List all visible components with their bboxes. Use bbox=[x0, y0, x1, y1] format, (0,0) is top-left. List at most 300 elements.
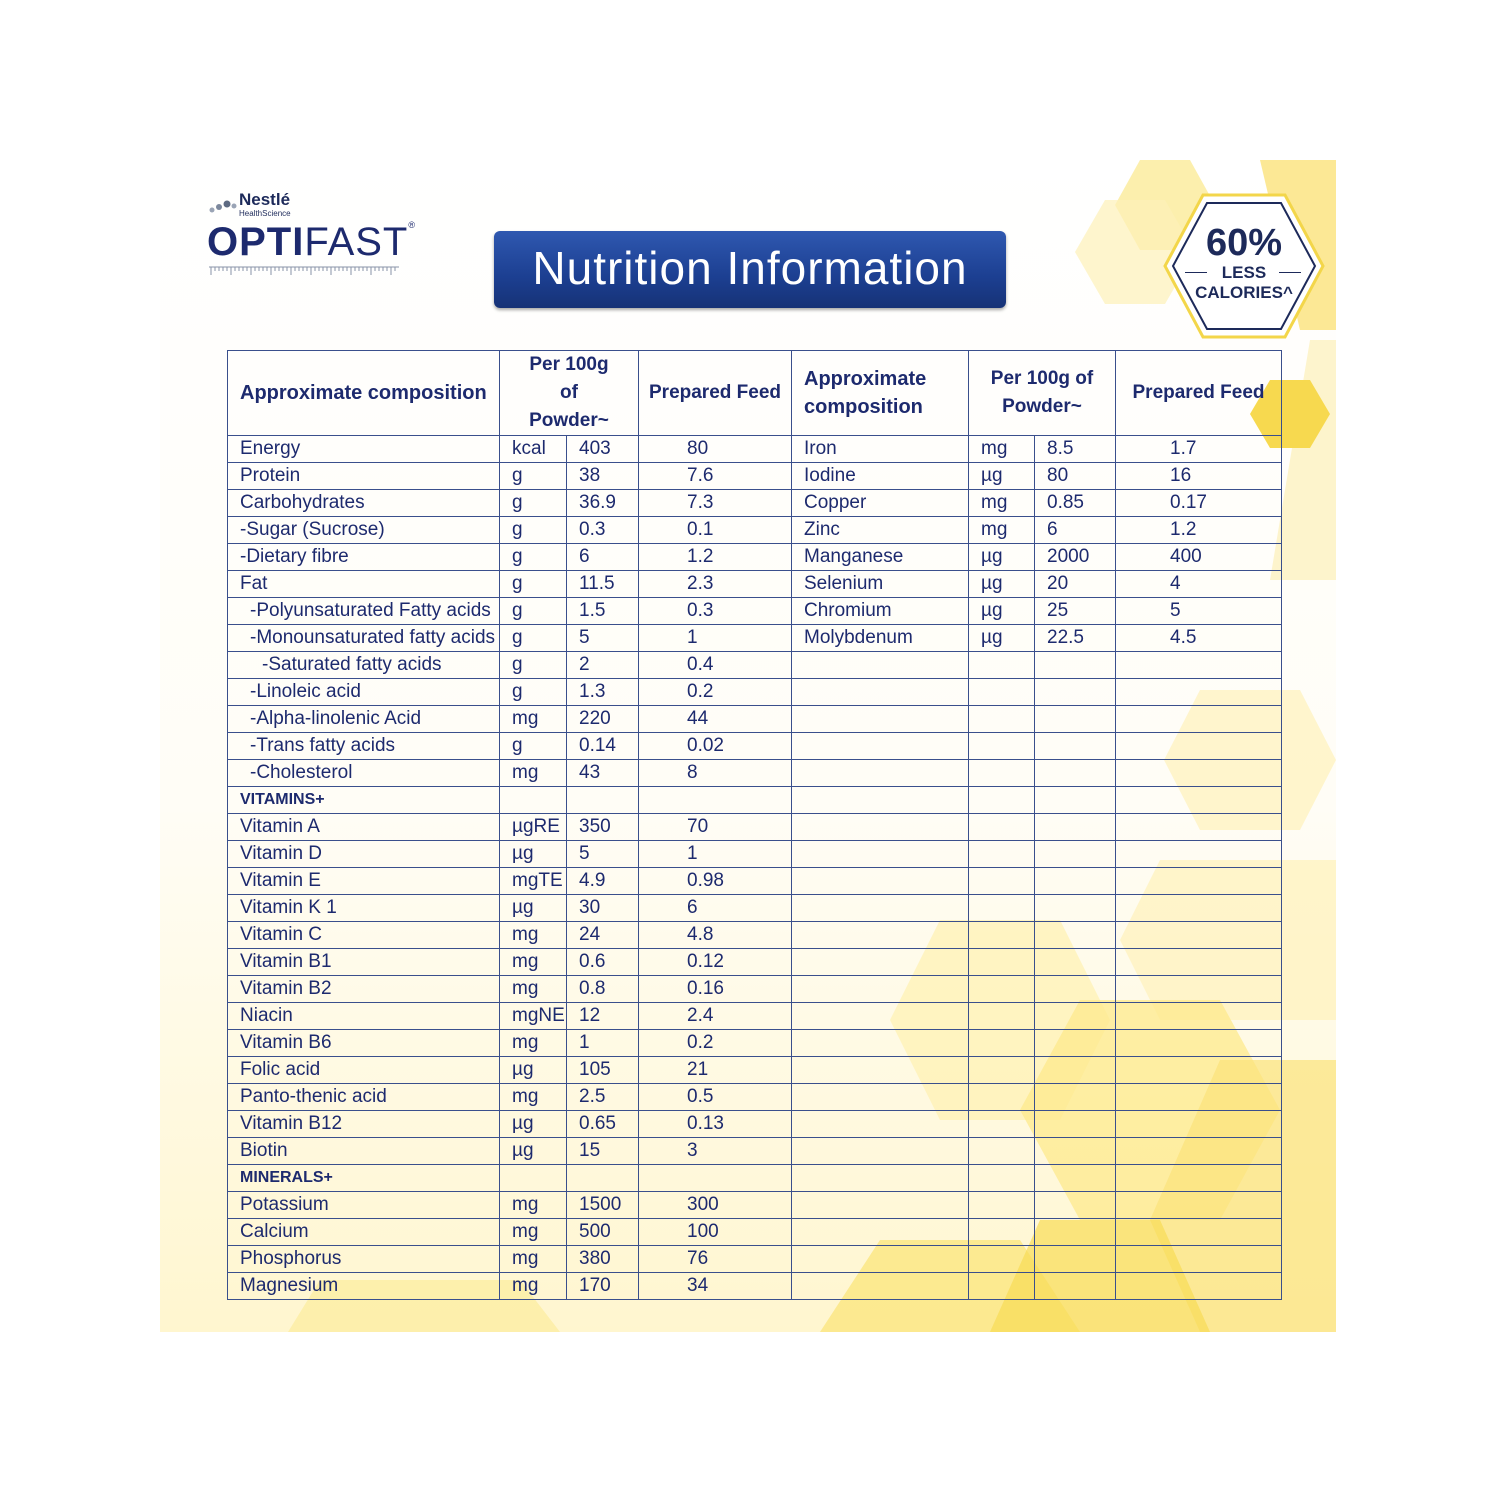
empty-cell bbox=[792, 787, 969, 814]
nutrient-unit: g bbox=[500, 544, 567, 571]
empty-cell bbox=[1035, 976, 1116, 1003]
empty-cell bbox=[1116, 1165, 1282, 1192]
per100g-value bbox=[567, 787, 639, 814]
per100g-value: 11.5 bbox=[567, 571, 639, 598]
prepared-value: 0.2 bbox=[639, 679, 792, 706]
nutrient-unit: µg bbox=[969, 544, 1035, 571]
empty-cell bbox=[969, 1246, 1035, 1273]
empty-cell bbox=[969, 1111, 1035, 1138]
nutrient-name: Iodine bbox=[792, 463, 969, 490]
prepared-value: 400 bbox=[1116, 544, 1282, 571]
empty-cell bbox=[1035, 706, 1116, 733]
per100g-value: 350 bbox=[567, 814, 639, 841]
nutrient-name: Vitamin C bbox=[228, 922, 500, 949]
prepared-value: 0.3 bbox=[639, 598, 792, 625]
nutrient-name: Folic acid bbox=[228, 1057, 500, 1084]
empty-cell bbox=[1116, 949, 1282, 976]
prepared-value: 100 bbox=[639, 1219, 792, 1246]
nutrient-name: Panto-thenic acid bbox=[228, 1084, 500, 1111]
prepared-value: 0.16 bbox=[639, 976, 792, 1003]
empty-cell bbox=[1116, 787, 1282, 814]
prepared-value: 1.2 bbox=[1116, 517, 1282, 544]
nutrient-unit: mg bbox=[500, 976, 567, 1003]
empty-cell bbox=[969, 895, 1035, 922]
nutrient-unit: µg bbox=[969, 571, 1035, 598]
optifast-logo bbox=[207, 190, 417, 280]
per100g-value: 1.3 bbox=[567, 679, 639, 706]
empty-cell bbox=[792, 841, 969, 868]
nutrient-name: Copper bbox=[792, 490, 969, 517]
empty-cell bbox=[1116, 814, 1282, 841]
prepared-value bbox=[639, 787, 792, 814]
prepared-value: 0.1 bbox=[639, 517, 792, 544]
per100g-value: 220 bbox=[567, 706, 639, 733]
table-row bbox=[228, 1246, 1282, 1273]
nutrient-unit: mg bbox=[500, 1192, 567, 1219]
nutrient-unit: g bbox=[500, 490, 567, 517]
per100g-value: 5 bbox=[567, 625, 639, 652]
empty-cell bbox=[1116, 733, 1282, 760]
registered-mark: ® bbox=[408, 220, 417, 230]
prepared-value: 21 bbox=[639, 1057, 792, 1084]
nutrient-unit: mg bbox=[500, 949, 567, 976]
empty-cell bbox=[1116, 1111, 1282, 1138]
empty-cell bbox=[969, 733, 1035, 760]
per100g-value: 403 bbox=[567, 436, 639, 463]
per100g-value: 22.5 bbox=[1035, 625, 1116, 652]
nutrient-name: Vitamin E bbox=[228, 868, 500, 895]
nutrient-unit bbox=[500, 787, 567, 814]
optifast-wordmark bbox=[207, 220, 416, 265]
table-row bbox=[228, 1084, 1282, 1111]
nutrient-unit: µg bbox=[500, 895, 567, 922]
nutrient-name: MINERALS+ bbox=[228, 1165, 500, 1192]
empty-cell bbox=[969, 652, 1035, 679]
empty-cell bbox=[792, 814, 969, 841]
prepared-value: 3 bbox=[639, 1138, 792, 1165]
prepared-value: 0.5 bbox=[639, 1084, 792, 1111]
per100g-value: 0.14 bbox=[567, 733, 639, 760]
empty-cell bbox=[1035, 787, 1116, 814]
nutrient-unit: mg bbox=[969, 436, 1035, 463]
nutrient-unit: mg bbox=[500, 706, 567, 733]
nutrient-name: Biotin bbox=[228, 1138, 500, 1165]
empty-cell bbox=[969, 841, 1035, 868]
nestle-dots-icon bbox=[207, 198, 239, 214]
table-row bbox=[228, 1003, 1282, 1030]
prepared-value: 0.98 bbox=[639, 868, 792, 895]
nutrient-unit: g bbox=[500, 652, 567, 679]
table-header-row bbox=[228, 351, 1282, 436]
nutrient-name: Molybdenum bbox=[792, 625, 969, 652]
nutrient-name: Selenium bbox=[792, 571, 969, 598]
empty-cell bbox=[1035, 1165, 1116, 1192]
empty-cell bbox=[792, 1273, 969, 1300]
empty-cell bbox=[1116, 1057, 1282, 1084]
nutrient-name: -Monounsaturated fatty acids bbox=[228, 625, 500, 652]
nutrient-unit: mg bbox=[969, 517, 1035, 544]
per100g-value: 2000 bbox=[1035, 544, 1116, 571]
nutrient-unit: µg bbox=[969, 625, 1035, 652]
per100g-value: 38 bbox=[567, 463, 639, 490]
nutrient-unit: mg bbox=[500, 1219, 567, 1246]
ruler-decoration bbox=[209, 266, 399, 276]
prepared-value: 4.5 bbox=[1116, 625, 1282, 652]
nutrient-unit: mg bbox=[500, 922, 567, 949]
per100g-value: 25 bbox=[1035, 598, 1116, 625]
empty-cell bbox=[969, 787, 1035, 814]
per100g-value: 5 bbox=[567, 841, 639, 868]
empty-cell bbox=[1035, 895, 1116, 922]
empty-cell bbox=[969, 1003, 1035, 1030]
table-row bbox=[228, 436, 1282, 463]
empty-cell bbox=[969, 868, 1035, 895]
table-row bbox=[228, 571, 1282, 598]
prepared-value: 4 bbox=[1116, 571, 1282, 598]
empty-cell bbox=[969, 922, 1035, 949]
empty-cell bbox=[792, 679, 969, 706]
nutrient-name: -Linoleic acid bbox=[228, 679, 500, 706]
table-row bbox=[228, 463, 1282, 490]
empty-cell bbox=[969, 1138, 1035, 1165]
table-row bbox=[228, 760, 1282, 787]
nutrient-name: Niacin bbox=[228, 1003, 500, 1030]
empty-cell bbox=[1035, 1246, 1116, 1273]
prepared-value: 70 bbox=[639, 814, 792, 841]
nutrient-unit: g bbox=[500, 463, 567, 490]
per100g-value: 36.9 bbox=[567, 490, 639, 517]
per100g-value: 12 bbox=[567, 1003, 639, 1030]
empty-cell bbox=[792, 1165, 969, 1192]
table-row bbox=[228, 949, 1282, 976]
nutrient-unit: mg bbox=[969, 490, 1035, 517]
table-row bbox=[228, 1057, 1282, 1084]
empty-cell bbox=[1116, 1003, 1282, 1030]
nutrient-name: -Alpha-linolenic Acid bbox=[228, 706, 500, 733]
table-row bbox=[228, 679, 1282, 706]
per100g-value: 8.5 bbox=[1035, 436, 1116, 463]
empty-cell bbox=[969, 814, 1035, 841]
empty-cell bbox=[792, 1057, 969, 1084]
empty-cell bbox=[792, 976, 969, 1003]
per100g-value: 1 bbox=[567, 1030, 639, 1057]
header-per100-right: Per 100g of Powder~ bbox=[969, 351, 1116, 436]
nutrient-unit: mgTE bbox=[500, 868, 567, 895]
per100g-value: 2 bbox=[567, 652, 639, 679]
nutrient-name: -Trans fatty acids bbox=[228, 733, 500, 760]
empty-cell bbox=[792, 1219, 969, 1246]
prepared-value: 7.6 bbox=[639, 463, 792, 490]
per100g-value: 0.3 bbox=[567, 517, 639, 544]
prepared-value: 5 bbox=[1116, 598, 1282, 625]
empty-cell bbox=[1116, 1219, 1282, 1246]
per100g-value: 43 bbox=[567, 760, 639, 787]
nutrition-information-title: Nutrition Information bbox=[494, 231, 1006, 308]
nutrient-name: Protein bbox=[228, 463, 500, 490]
nutrient-name: Zinc bbox=[792, 517, 969, 544]
prepared-value: 80 bbox=[639, 436, 792, 463]
empty-cell bbox=[969, 1057, 1035, 1084]
empty-cell bbox=[1035, 1084, 1116, 1111]
nutrient-unit bbox=[500, 1165, 567, 1192]
nutrient-name: -Sugar (Sucrose) bbox=[228, 517, 500, 544]
nutrient-name: Vitamin K 1 bbox=[228, 895, 500, 922]
nutrition-table bbox=[227, 350, 1282, 1300]
empty-cell bbox=[969, 949, 1035, 976]
empty-cell bbox=[1035, 1057, 1116, 1084]
table-row bbox=[228, 625, 1282, 652]
empty-cell bbox=[1116, 706, 1282, 733]
nutrient-name: -Saturated fatty acids bbox=[228, 652, 500, 679]
table-row bbox=[228, 1138, 1282, 1165]
nutrient-unit: µgRE bbox=[500, 814, 567, 841]
prepared-value: 1 bbox=[639, 625, 792, 652]
nutrient-unit: mg bbox=[500, 1273, 567, 1300]
table-row bbox=[228, 976, 1282, 1003]
badge-calories: CALORIES^ bbox=[1195, 283, 1293, 302]
per100g-value: 15 bbox=[567, 1138, 639, 1165]
prepared-value: 0.4 bbox=[639, 652, 792, 679]
nutrient-unit: g bbox=[500, 679, 567, 706]
nutrient-name: Energy bbox=[228, 436, 500, 463]
table-row bbox=[228, 490, 1282, 517]
empty-cell bbox=[969, 1273, 1035, 1300]
prepared-value: 0.13 bbox=[639, 1111, 792, 1138]
nutrient-unit: mg bbox=[500, 1246, 567, 1273]
per100g-value: 0.8 bbox=[567, 976, 639, 1003]
table-row bbox=[228, 1030, 1282, 1057]
header-composition-right: Approximate composition bbox=[792, 351, 969, 436]
per100g-value bbox=[567, 1165, 639, 1192]
prepared-value: 2.4 bbox=[639, 1003, 792, 1030]
nutrient-name: -Dietary fibre bbox=[228, 544, 500, 571]
empty-cell bbox=[1035, 949, 1116, 976]
empty-cell bbox=[792, 1111, 969, 1138]
per100g-value: 20 bbox=[1035, 571, 1116, 598]
table-row bbox=[228, 517, 1282, 544]
per100g-value: 0.65 bbox=[567, 1111, 639, 1138]
badge-percent: 60% bbox=[1205, 222, 1283, 264]
nutrient-unit: g bbox=[500, 598, 567, 625]
prepared-value: 44 bbox=[639, 706, 792, 733]
table-row bbox=[228, 841, 1282, 868]
prepared-value: 0.12 bbox=[639, 949, 792, 976]
empty-cell bbox=[792, 868, 969, 895]
prepared-value: 6 bbox=[639, 895, 792, 922]
nutrient-unit: µg bbox=[500, 1111, 567, 1138]
optifast-bold: OPTI bbox=[207, 220, 305, 264]
empty-cell bbox=[1116, 1084, 1282, 1111]
per100g-value: 500 bbox=[567, 1219, 639, 1246]
table-row bbox=[228, 706, 1282, 733]
empty-cell bbox=[1116, 976, 1282, 1003]
badge-less: LESS bbox=[1221, 263, 1267, 282]
empty-cell bbox=[1035, 841, 1116, 868]
per100g-value: 380 bbox=[567, 1246, 639, 1273]
nutrient-unit: kcal bbox=[500, 436, 567, 463]
nutrient-name: Manganese bbox=[792, 544, 969, 571]
nutrient-unit: g bbox=[500, 571, 567, 598]
empty-cell bbox=[1116, 1138, 1282, 1165]
empty-cell bbox=[969, 1219, 1035, 1246]
empty-cell bbox=[792, 895, 969, 922]
table-row bbox=[228, 544, 1282, 571]
empty-cell bbox=[969, 976, 1035, 1003]
table-row bbox=[228, 1219, 1282, 1246]
empty-cell bbox=[792, 1138, 969, 1165]
table-row bbox=[228, 814, 1282, 841]
empty-cell bbox=[1035, 868, 1116, 895]
nutrient-unit: µg bbox=[969, 463, 1035, 490]
per100g-value: 0.85 bbox=[1035, 490, 1116, 517]
empty-cell bbox=[969, 679, 1035, 706]
nutrient-unit: g bbox=[500, 625, 567, 652]
empty-cell bbox=[792, 1246, 969, 1273]
per100g-value: 30 bbox=[567, 895, 639, 922]
per100g-value: 170 bbox=[567, 1273, 639, 1300]
table-row bbox=[228, 1192, 1282, 1219]
empty-cell bbox=[792, 706, 969, 733]
table-row bbox=[228, 652, 1282, 679]
prepared-value: 16 bbox=[1116, 463, 1282, 490]
nutrient-unit: mg bbox=[500, 1030, 567, 1057]
nutrient-unit: mg bbox=[500, 760, 567, 787]
per100g-value: 6 bbox=[1035, 517, 1116, 544]
nutrient-unit: mg bbox=[500, 1084, 567, 1111]
prepared-value: 0.17 bbox=[1116, 490, 1282, 517]
per100g-value: 24 bbox=[567, 922, 639, 949]
prepared-value: 4.8 bbox=[639, 922, 792, 949]
table-row bbox=[228, 1273, 1282, 1300]
nutrient-name: Vitamin B12 bbox=[228, 1111, 500, 1138]
header-prepared-right: Prepared Feed bbox=[1116, 351, 1282, 436]
nutrient-name: -Polyunsaturated Fatty acids bbox=[228, 598, 500, 625]
empty-cell bbox=[1035, 1111, 1116, 1138]
empty-cell bbox=[969, 1030, 1035, 1057]
empty-cell bbox=[969, 1084, 1035, 1111]
empty-cell bbox=[1116, 1246, 1282, 1273]
nutrient-name: Fat bbox=[228, 571, 500, 598]
empty-cell bbox=[1035, 760, 1116, 787]
empty-cell bbox=[1035, 679, 1116, 706]
empty-cell bbox=[969, 760, 1035, 787]
health-science-label: HealthScience bbox=[239, 209, 291, 218]
per100g-value: 1500 bbox=[567, 1192, 639, 1219]
empty-cell bbox=[1116, 1030, 1282, 1057]
empty-cell bbox=[1116, 760, 1282, 787]
nutrient-name: Calcium bbox=[228, 1219, 500, 1246]
nutrient-unit: µg bbox=[500, 1138, 567, 1165]
empty-cell bbox=[1035, 1003, 1116, 1030]
table-row bbox=[228, 598, 1282, 625]
empty-cell bbox=[792, 1030, 969, 1057]
nutrient-name: VITAMINS+ bbox=[228, 787, 500, 814]
per100g-value: 1.5 bbox=[567, 598, 639, 625]
nutrient-name: Phosphorus bbox=[228, 1246, 500, 1273]
nutrient-name: -Cholesterol bbox=[228, 760, 500, 787]
empty-cell bbox=[792, 1003, 969, 1030]
optifast-light: FAST bbox=[304, 220, 409, 264]
empty-cell bbox=[1116, 895, 1282, 922]
nutrient-name: Carbohydrates bbox=[228, 490, 500, 517]
empty-cell bbox=[1035, 814, 1116, 841]
empty-cell bbox=[1035, 1192, 1116, 1219]
empty-cell bbox=[1035, 922, 1116, 949]
prepared-value: 8 bbox=[639, 760, 792, 787]
nutrient-name: Potassium bbox=[228, 1192, 500, 1219]
empty-cell bbox=[792, 922, 969, 949]
per100g-value: 80 bbox=[1035, 463, 1116, 490]
nutrient-name: Magnesium bbox=[228, 1273, 500, 1300]
empty-cell bbox=[1116, 1273, 1282, 1300]
prepared-value: 34 bbox=[639, 1273, 792, 1300]
nutrient-unit: g bbox=[500, 517, 567, 544]
per100g-value: 6 bbox=[567, 544, 639, 571]
empty-cell bbox=[969, 1192, 1035, 1219]
table-row bbox=[228, 895, 1282, 922]
table-row bbox=[228, 922, 1282, 949]
empty-cell bbox=[1035, 652, 1116, 679]
empty-cell bbox=[792, 1084, 969, 1111]
empty-cell bbox=[1035, 733, 1116, 760]
nutrient-name: Chromium bbox=[792, 598, 969, 625]
empty-cell bbox=[792, 760, 969, 787]
empty-cell bbox=[969, 1165, 1035, 1192]
table-row bbox=[228, 787, 1282, 814]
prepared-value: 1 bbox=[639, 841, 792, 868]
nutrient-name: Vitamin D bbox=[228, 841, 500, 868]
nutrient-name: Iron bbox=[792, 436, 969, 463]
empty-cell bbox=[1116, 679, 1282, 706]
nestle-wordmark: Nestlé bbox=[239, 190, 291, 209]
prepared-value: 1.7 bbox=[1116, 436, 1282, 463]
nutrient-unit: µg bbox=[500, 841, 567, 868]
nutrient-unit: g bbox=[500, 733, 567, 760]
header-per100-left: Per 100g of Powder~ bbox=[500, 351, 639, 436]
prepared-value bbox=[639, 1165, 792, 1192]
empty-cell bbox=[1116, 841, 1282, 868]
nutrient-name: Vitamin B2 bbox=[228, 976, 500, 1003]
prepared-value: 300 bbox=[639, 1192, 792, 1219]
per100g-value: 4.9 bbox=[567, 868, 639, 895]
empty-cell bbox=[1116, 652, 1282, 679]
header-composition-left: Approximate composition bbox=[228, 351, 500, 436]
empty-cell bbox=[792, 652, 969, 679]
prepared-value: 2.3 bbox=[639, 571, 792, 598]
prepared-value: 76 bbox=[639, 1246, 792, 1273]
empty-cell bbox=[792, 1192, 969, 1219]
nutrient-name: Vitamin A bbox=[228, 814, 500, 841]
empty-cell bbox=[1116, 922, 1282, 949]
table-row bbox=[228, 733, 1282, 760]
prepared-value: 1.2 bbox=[639, 544, 792, 571]
empty-cell bbox=[1116, 868, 1282, 895]
empty-cell bbox=[1035, 1273, 1116, 1300]
nutrient-name: Vitamin B1 bbox=[228, 949, 500, 976]
empty-cell bbox=[969, 706, 1035, 733]
prepared-value: 7.3 bbox=[639, 490, 792, 517]
empty-cell bbox=[1116, 1192, 1282, 1219]
nutrient-unit: µg bbox=[500, 1057, 567, 1084]
prepared-value: 0.02 bbox=[639, 733, 792, 760]
empty-cell bbox=[1035, 1219, 1116, 1246]
table-row bbox=[228, 1111, 1282, 1138]
nutrient-unit: µg bbox=[969, 598, 1035, 625]
empty-cell bbox=[792, 949, 969, 976]
empty-cell bbox=[1035, 1030, 1116, 1057]
per100g-value: 105 bbox=[567, 1057, 639, 1084]
empty-cell bbox=[792, 733, 969, 760]
